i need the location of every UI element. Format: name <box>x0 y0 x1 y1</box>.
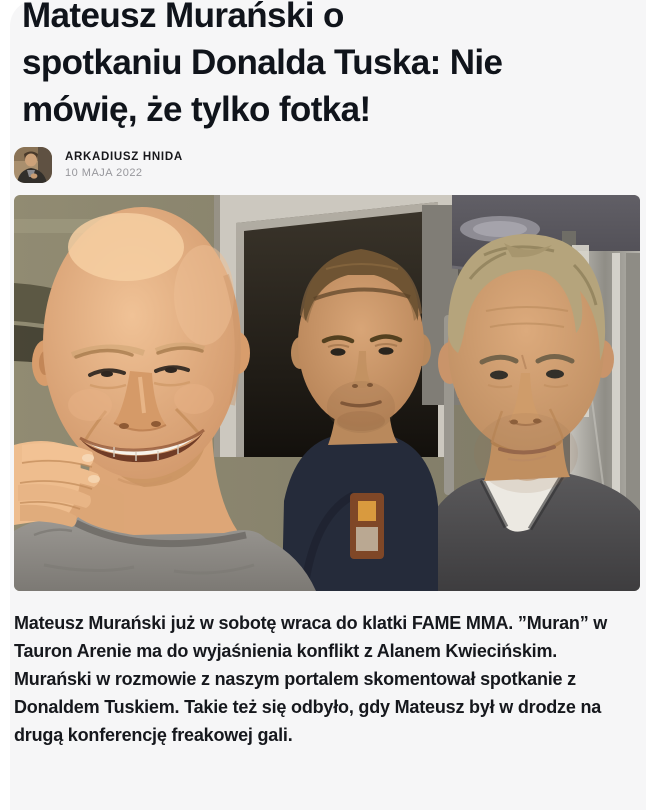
lead-line: Murański w rozmowie z naszym portalem skomentował spotkanie z <box>14 669 576 689</box>
article-photo <box>14 195 640 591</box>
headline-line: spotkaniu Donalda Tuska: Nie <box>22 43 503 82</box>
article-headline <box>22 0 646 133</box>
tshirt-graphic <box>350 493 384 559</box>
headline-line: mówię, że tylko fotka! <box>22 90 371 129</box>
lead-line: drugą konferencję freakowej gali. <box>14 725 293 745</box>
selfie-photo-illustration <box>14 195 640 591</box>
lead-line: Tauron Arenie ma do wyjaśnienia konflikt z Alanem Kwiecińskim. <box>14 641 558 661</box>
author-row[interactable] <box>14 147 646 183</box>
publish-date: 10 MAJA 2022 <box>65 167 143 179</box>
article-card <box>10 0 646 810</box>
author-avatar-photo <box>14 147 52 183</box>
lead-line: Mateusz Murański już w sobotę wraca do klatki FAME MMA. ”Muran” w <box>14 613 608 633</box>
author-meta <box>65 151 183 179</box>
author-name[interactable]: ARKADIUSZ HNIDA <box>65 151 183 163</box>
headline-line: Mateusz Murański o <box>22 0 344 35</box>
article-lead <box>14 609 646 749</box>
lead-line: Donaldem Tuskiem. Takie też się odbyło, gdy Mateusz był w drodze na <box>14 697 602 717</box>
author-avatar[interactable] <box>14 147 52 183</box>
